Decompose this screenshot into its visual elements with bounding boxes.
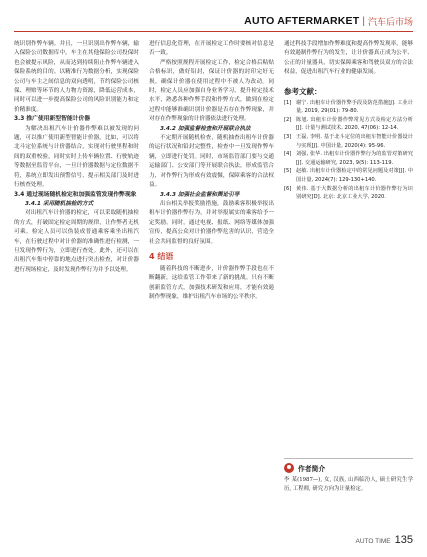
page-number: 135 <box>394 534 413 546</box>
paragraph: 严格按照规程开展检定工作，检定合格后粘贴合格标识，做好铅封，保证计价器的封印完好无损，确保计价器在使用过程中不被人为改动。同时，检定人员应加强自身业务学习，提升检定技术水平，熟悉各种作弊手段和作弊方式，做到在检定过程中能够准确识别计价器是否存在作弊现象，并对存在作弊现象的计价器依法进行处理。 <box>149 59 274 123</box>
paragraph: 通过科技手段增加作弊难度和提高作弊发现率，能够有效遏制作弊行为的发生，让计价器真正成为公平、公正的计量器具，切实保障乘客和驾驶员双方的合法权益，促进出租汽车行业的健康发展。 <box>284 41 413 76</box>
conclusion-heading: 4 结语 <box>149 251 174 261</box>
magazine-brand: AUTO AFTERMARKET <box>244 15 360 27</box>
subsubsection-heading: 3.4.1 采用随机抽检的方式 <box>25 200 94 207</box>
paragraph: 出台相关举报奖励措施，鼓励乘客积极举报出租车计价器作弊行为，并对举报属实的乘客给予一定奖励。同时，通过电视、报纸、网络等媒体加强宣传，提高公众对计价器作弊危害的认识，营造全社会共同监督的良好氛围。 <box>149 200 274 245</box>
reference-item: [6] 黄伟. 基于大数据分析的出租车计价器作弊行为识别研究[D]. 北京: 北京工业大学, 2020. <box>284 185 413 201</box>
header-separator: | <box>362 15 365 27</box>
reference-item: [4] 刘强, 张华. 出租车计价器作弊行为的监管对策研究[J]. 交通运输研究, 2023, 9(5): 113-119. <box>284 151 413 166</box>
column-left <box>14 40 139 480</box>
subsection-heading: 3.3 推广使用新型智能计价器 <box>14 116 91 123</box>
page-header <box>0 12 427 30</box>
section-name: 汽车后市场 <box>367 17 413 28</box>
column-middle <box>149 40 274 480</box>
author-bio <box>284 458 413 523</box>
subsubsection-heading: 3.4.3 加强社会监督和舆论引导 <box>160 191 240 198</box>
author-heading <box>284 463 413 473</box>
paragraph: 进行信息化管理，在开展检定工作时要核对信息是否一致。 <box>149 41 274 57</box>
footer-label: AUTO TIME <box>355 538 391 545</box>
paragraph: 随着科技的不断进步，计价器作弊手段也在不断翻新，这给监管工作带来了新的挑战。只有不断创新监管方式，加强技术研发和应用，才能有效遏制作弊现象，维护出租汽车市场的公平秩序。 <box>149 265 274 301</box>
author-icon <box>284 463 294 473</box>
header-rule <box>14 31 413 32</box>
author-title: 作者简介 <box>298 465 326 473</box>
author-description: 李 某(1987—), 女, 汉族, 山西临汾人, 硕士研究生学历, 工程师, 研究方向为计量检定。 <box>284 477 413 492</box>
paragraph: 统识别作弊车辆。并且，一旦识别出作弊车辆，输入保险公司数据库中，车主在其他保险公司投保时也会被提示风险，从而达到持续阻止作弊车辆进入保险系统的目的。以精准行为数据分析，实现保险公司与车主之间信息的双向透明，节约保险公司核保、理赔等环节的人力物力资源，降低运营成本，同时可以进一步提高保险公司的风险识别能力和定价精准度。 <box>14 41 139 113</box>
reference-item: [2] 陈旭. 出租车计价器作弊常见方式及检定方法分析[J]. 计量与测试技术, 2020, 47(06): 12-14. <box>284 116 413 132</box>
reference-item: [3] 王磊, 李明. 基于北斗定位的出租车智能计价器设计与实现[J]. 中国计量, 2020(4): 95-96. <box>284 134 413 149</box>
references-heading: 参考文献： <box>284 86 322 96</box>
reference-item: [5] 赵敏. 出租车计价器检定中的常见问题及对策[J]. 中国计量, 2024(7): 129-130+140. <box>284 168 413 183</box>
page-footer <box>355 534 413 546</box>
paragraph: 为解决出租汽车计价器作弊难以被发现的问题，可以推广使用新型智能计价器。比如，可以将北斗定位系统与计价器结合，实现对行驶里程和时间的双重校验，同时实时上传车辆位置、行驶轨迹等数据至监管平台，一旦计价器数据与定位数据不符，系统立即发出预警信号，提示相关部门及时进行核查处理。 <box>14 125 139 189</box>
reference-item: [1] 谢宁. 出租车计价器作弊手段及防范措施[J]. 工业计量, 2019, 29(01): 79-80. <box>284 99 413 115</box>
column-right <box>284 40 413 380</box>
subsection-heading: 3.4 通过现场随机检定和加强监管发现作弊现象 <box>14 191 137 198</box>
paragraph: 对出租汽车计价器的检定，可以采取随机抽检的方式，打破固定检定周期的规律，让作弊者无机可乘。检定人员可以伪装成普通乘客乘坐出租汽车，在行驶过程中对计价器的准确性进行检测，一旦发现作弊行为，立即进行查处。此外，还可以在出租汽车集中停靠的地点进行突击检查，对计价器进行现场检定，及时发现作弊行为并予以处理。 <box>14 210 139 273</box>
subsubsection-heading: 3.4.2 加强监督检查和开展联合执法 <box>160 125 251 132</box>
paragraph: 不定期开展随机检查，随机抽查出租车计价器的运行状况和铅封完整性，检查中一旦发现作弊车辆，立即进行处罚。同时，市场监管部门要与交通运输部门、公安部门等开展联合执法，形成监管合力，对作弊行为形成有效震慑，保障乘客的合法权益。 <box>149 135 274 189</box>
